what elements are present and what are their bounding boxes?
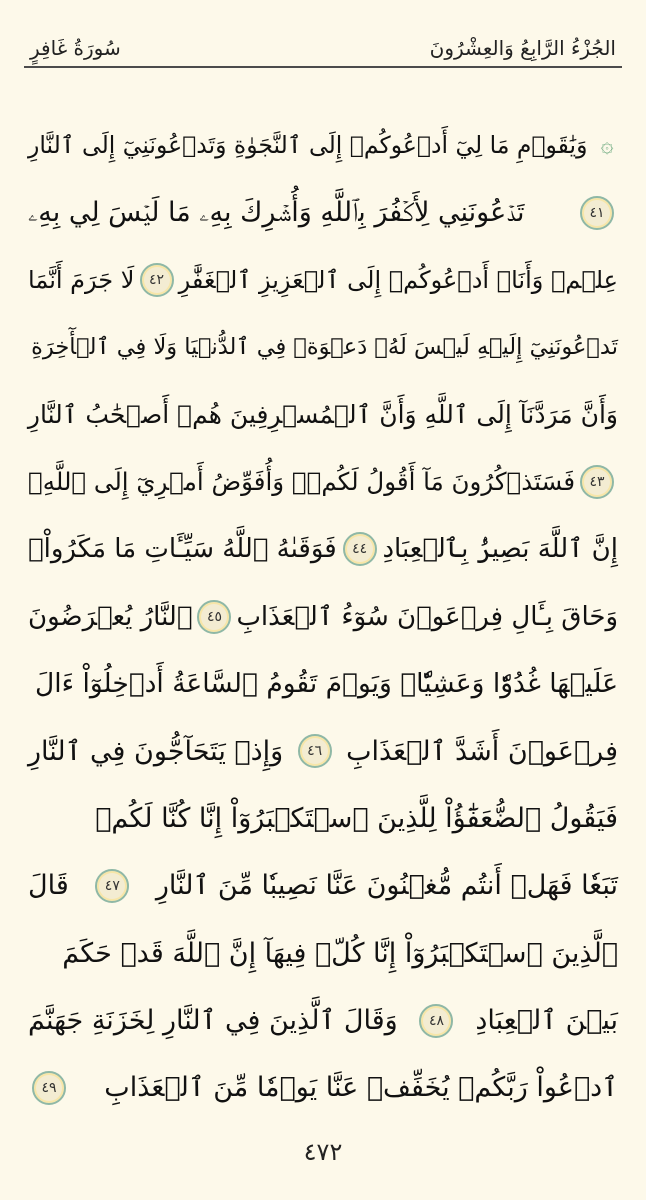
verse-text: عِلۡمٞ وَأَنَا۠ أَدۡعُوكُمۡ إِلَى ٱلۡعَزِيزِ ٱلۡغَفَّٰرِ — [178, 266, 618, 295]
verse-line — [28, 920, 618, 987]
verse-text: لَا جَرَمَ أَنَّمَا — [28, 266, 135, 295]
verse-text: فَسَتَذۡكُرُونَ مَآ أَقُولُ لَكُمۡۚ وَأُفَوِّضُ أَمۡرِيٓ إِلَى ٱللَّهِۚ — [28, 466, 576, 496]
verse-text: وَحَاقَ بِـَٔالِ فِرۡعَوۡنَ سُوٓءُ ٱلۡعَذَابِ — [236, 601, 618, 632]
verse-number-marker: ٤٥ — [197, 600, 231, 634]
verse-text: تَبَعٗا فَهَلۡ أَنتُم مُّغۡنُونَ عَنَّا نَصِيبٗا مِّنَ ٱلنَّارِ — [155, 870, 618, 902]
verse-text: فَيَقُولُ ٱلضُّعَفَٰٓؤُاْ لِلَّذِينَ ٱسۡتَكۡبَرُوٓاْ إِنَّا كُنَّا لَكُمۡ — [95, 803, 618, 835]
header-divider — [24, 66, 622, 68]
verse-line — [28, 112, 618, 179]
verse-text: عَلَيۡهَا غُدُوّٗا وَعَشِيّٗاۚ وَيَوۡمَ تَقُومُ ٱلسَّاعَةُ أَدۡخِلُوٓاْ ءَالَ — [35, 667, 618, 699]
verse-text: بَيۡنَ ٱلۡعِبَادِ — [475, 1005, 618, 1036]
verse-text: وَقَالَ ٱلَّذِينَ فِي ٱلنَّارِ لِخَزَنَةِ جَهَنَّمَ — [28, 1005, 398, 1036]
verse-text: تَدۡعُونَنِي لِأَكۡفُرَ بِٱللَّهِ وَأُشۡرِكَ بِهِۦ مَا لَيۡسَ لِي بِهِۦ — [28, 197, 525, 229]
verse-number-marker: ٤٩ — [32, 1071, 66, 1105]
verse-text: ٱلَّذِينَ ٱسۡتَكۡبَرُوٓاْ إِنَّا كُلّٞ فِيهَآ إِنَّ ٱللَّهَ قَدۡ حَكَمَ — [62, 937, 618, 969]
verse-number-marker: ٤١ — [580, 196, 614, 230]
verse-number-marker: ٤٨ — [419, 1004, 453, 1038]
verse-line — [28, 785, 618, 852]
verse-number-marker: ٤٤ — [343, 532, 377, 566]
verse-number-marker: ٤٦ — [298, 734, 332, 768]
verse-line — [28, 718, 618, 785]
verse-text: فَوَقَىٰهُ ٱللَّهُ سَيِّـَٔاتِ مَا مَكَرُواْۖ — [28, 534, 337, 565]
verse-text: ٱلنَّارُ يُعۡرَضُونَ — [28, 601, 193, 632]
hizb-marker-icon: ۞ — [600, 132, 614, 158]
verse-line — [28, 314, 618, 381]
verse-line — [28, 247, 618, 314]
verse-text: قَالَ — [28, 870, 69, 902]
verse-number-marker: ٤٣ — [580, 465, 614, 499]
verse-line — [28, 650, 618, 717]
verse-line — [28, 448, 618, 515]
verse-text: فِرۡعَوۡنَ أَشَدَّ ٱلۡعَذَابِ — [346, 735, 618, 767]
verse-number-marker: ٤٧ — [95, 869, 129, 903]
verse-text: وَأَنَّ مَرَدَّنَآ إِلَى ٱللَّهِ وَأَنَّ ٱلۡمُسۡرِفِينَ هُمۡ أَصۡحَٰبُ ٱلنَّارِ — [27, 400, 618, 430]
verse-text: وَيَٰقَوۡمِ مَا لِيٓ أَدۡعُوكُمۡ إِلَى ٱلنَّجَوٰةِ وَتَدۡعُونَنِيٓ إِلَى ٱلنَّارِ — [28, 130, 588, 159]
juz-label: الجُزْءُ الرَّابِعُ وَالعِشْرُونَ — [429, 36, 616, 60]
verse-text: تَدۡعُونَنِيٓ إِلَيۡهِ لَيۡسَ لَهُۥ دَعۡوَةٞ فِي ٱلدُّنۡيَا وَلَا فِي ٱلۡأٓخِرَةِ — [31, 334, 618, 361]
page-header — [30, 30, 616, 66]
verse-number-marker: ٤٢ — [140, 263, 174, 297]
verse-line — [28, 179, 618, 246]
verse-block — [28, 112, 618, 1122]
verse-line — [28, 516, 618, 583]
verse-text: إِنَّ ٱللَّهَ بَصِيرُۢ بِٱلۡعِبَادِ — [382, 534, 618, 565]
surah-label: سُورَةُ غَافِرٍ — [30, 36, 121, 60]
verse-line — [28, 987, 618, 1054]
verse-text: ٱدۡعُواْ رَبَّكُمۡ يُخَفِّفۡ عَنَّا يَوۡمٗا مِّنَ ٱلۡعَذَابِ — [104, 1072, 618, 1104]
verse-line — [28, 583, 618, 650]
page-number: ٤٧٢ — [303, 1138, 343, 1166]
verse-line — [28, 381, 618, 448]
verse-line — [28, 1054, 618, 1121]
verse-text: وَإِذۡ يَتَحَآجُّونَ فِي ٱلنَّارِ — [28, 735, 284, 767]
verse-line — [28, 852, 618, 919]
